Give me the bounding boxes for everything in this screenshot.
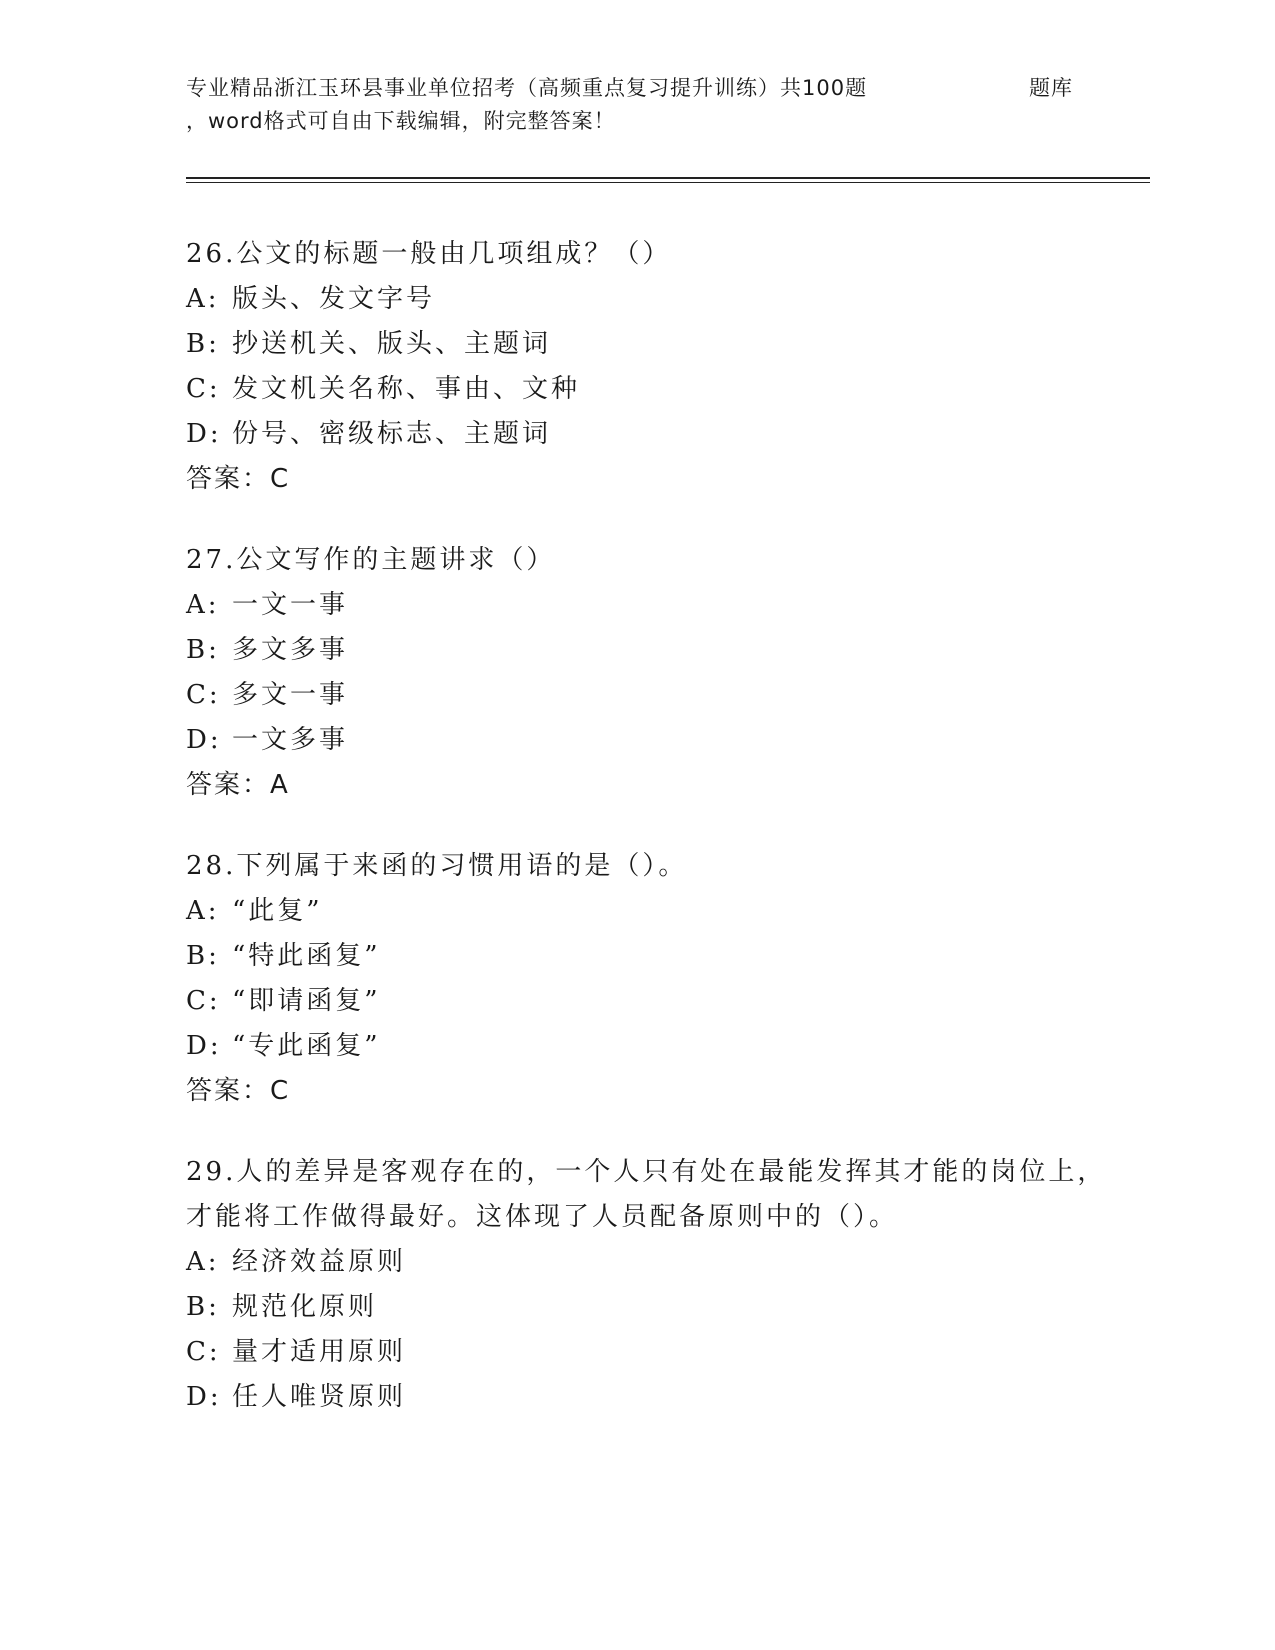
option-text: “特此函复” (232, 941, 381, 971)
option-text: 一文一事 (232, 590, 349, 620)
option-b (186, 1285, 1116, 1330)
option-c (186, 367, 1116, 412)
question-26 (186, 232, 1116, 502)
option-c (186, 1330, 1116, 1375)
question-stem: 29.人的差异是客观存在的，一个人只有处在最能发挥其才能的岗位上，才能将工作做得最好。这体现了人员配备原则中的（）。 (186, 1157, 1107, 1232)
option-key: D: (186, 1031, 222, 1061)
option-key: D: (186, 725, 222, 755)
answer-line: 答案：A (186, 770, 290, 800)
option-text: 份号、密级标志、主题词 (232, 419, 552, 449)
option-text: 多文多事 (232, 635, 349, 665)
option-key: C: (186, 1337, 221, 1367)
option-text: 多文一事 (232, 680, 349, 710)
option-d (186, 1375, 1116, 1420)
option-key: B: (186, 329, 220, 359)
question-stem: 27.公文写作的主题讲求（） (186, 545, 556, 575)
option-key: A: (186, 284, 220, 314)
option-key: B: (186, 635, 220, 665)
question-28 (186, 844, 1116, 1114)
option-a (186, 277, 1116, 322)
option-b (186, 322, 1116, 367)
option-d (186, 412, 1116, 457)
question-stem: 28.下列属于来函的习惯用语的是（）。 (186, 851, 688, 881)
header-title: 专业精品浙江玉环县事业单位招考（高频重点复习提升训练）共100题 (186, 76, 868, 100)
option-key: A: (186, 1247, 220, 1277)
option-key: C: (186, 680, 221, 710)
question-list (186, 232, 1116, 1456)
option-c (186, 979, 1116, 1024)
answer-line: 答案：C (186, 464, 291, 494)
option-b (186, 934, 1116, 979)
option-key: C: (186, 374, 221, 404)
header-divider-bottom (186, 182, 1150, 183)
question-27 (186, 538, 1116, 808)
option-text: 经济效益原则 (232, 1247, 407, 1277)
option-d (186, 718, 1116, 763)
question-29 (186, 1150, 1116, 1420)
option-key: B: (186, 941, 220, 971)
option-key: D: (186, 1382, 222, 1412)
question-stem: 26.公文的标题一般由几项组成？（） (186, 239, 672, 269)
option-b (186, 628, 1116, 673)
option-d (186, 1024, 1116, 1069)
option-text: “此复” (232, 896, 323, 926)
option-a (186, 1240, 1116, 1285)
option-a (186, 889, 1116, 934)
header-divider-top (186, 177, 1150, 179)
header-title-line (186, 72, 1086, 105)
option-text: 抄送机关、版头、主题词 (232, 329, 552, 359)
header-tag: 题库 (1029, 76, 1073, 100)
option-key: A: (186, 590, 220, 620)
option-key: D: (186, 419, 222, 449)
option-key: C: (186, 986, 221, 1016)
option-c (186, 673, 1116, 718)
option-text: 规范化原则 (232, 1292, 378, 1322)
option-text: “即请函复” (232, 986, 381, 1016)
option-text: 发文机关名称、事由、文种 (232, 374, 581, 404)
header-subtitle: ，word格式可自由下载编辑，附完整答案！ (186, 109, 616, 133)
option-text: “专此函复” (232, 1031, 381, 1061)
option-key: A: (186, 896, 220, 926)
answer-line: 答案：C (186, 1076, 291, 1106)
option-text: 版头、发文字号 (232, 284, 436, 314)
option-text: 任人唯贤原则 (232, 1382, 407, 1412)
option-key: B: (186, 1292, 220, 1322)
page-header (186, 72, 1086, 138)
option-a (186, 583, 1116, 628)
option-text: 量才适用原则 (232, 1337, 407, 1367)
option-text: 一文多事 (232, 725, 349, 755)
